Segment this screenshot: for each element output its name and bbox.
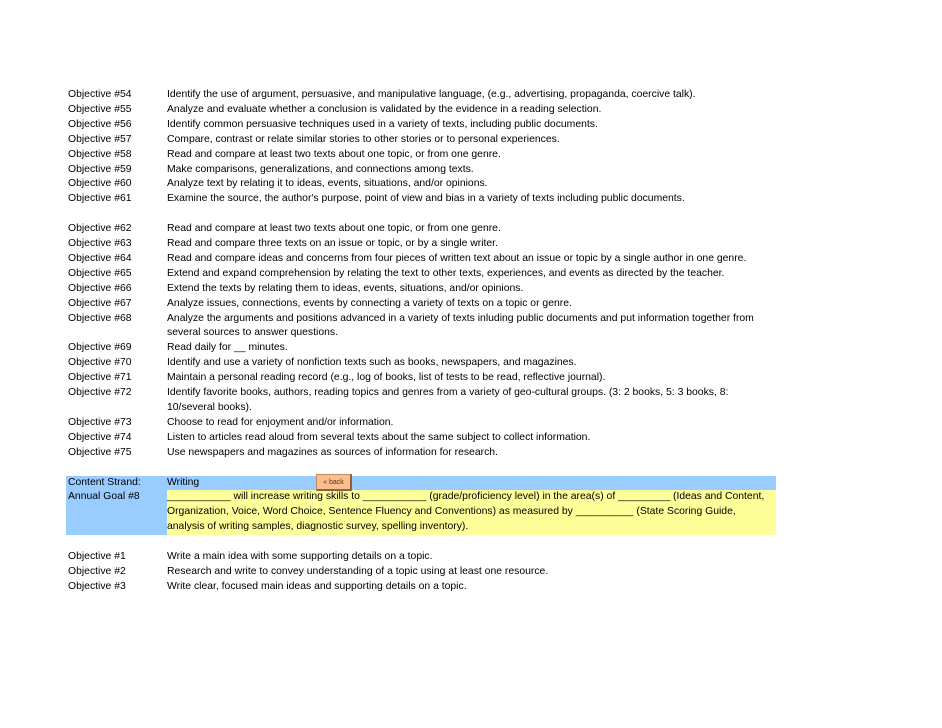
objective-text: Choose to read for enjoyment and/or information. (167, 416, 394, 428)
objective-row (66, 133, 776, 148)
objective-id: Objective #1 (68, 551, 126, 563)
objective-row (66, 386, 776, 416)
objective-row (66, 282, 776, 297)
annual-goal-text: ___________ will increase writing skills to ___________ (grade/proficiency level) in the area(s) of _________ (Ideas and Content, Organization, Voice, Word Choice, Sentence Fluency and Conventions) as measured by __________ (State Scoring Guide, analysis of writing samples, diagnostic survey, spelling inventory). (167, 491, 765, 533)
objective-row (66, 580, 776, 595)
objective-row (66, 267, 776, 282)
objective-row (66, 416, 776, 431)
objective-row (66, 148, 776, 163)
objective-id: Objective #69 (68, 342, 132, 354)
objective-text: Read and compare at least two texts about one topic, or from one genre. (167, 148, 501, 160)
objective-row (66, 192, 776, 207)
objective-id: Objective #72 (68, 387, 132, 399)
objective-text: Extend the texts by relating them to ideas, events, situations, and/or opinions. (167, 282, 524, 294)
objective-id: Objective #54 (68, 89, 132, 100)
content-strand-row (66, 476, 776, 491)
objective-row (66, 252, 776, 267)
objective-text: Identify favorite books, authors, reading topics and genres from a variety of geo-cultural groups. (3: 2 books, 5: 3 books, 8: 10/several books). (167, 387, 729, 414)
objective-id: Objective #2 (68, 565, 126, 577)
back-button[interactable]: « back (316, 474, 352, 491)
objective-id: Objective #65 (68, 267, 132, 279)
objective-id: Objective #57 (68, 133, 132, 145)
objective-text: Analyze the arguments and positions advanced in a variety of texts inluding public documents and put information together from several sources to answer questions. (167, 312, 754, 339)
objectives-group-writing (66, 550, 776, 595)
objective-row (66, 297, 776, 312)
objective-text: Read and compare three texts on an issue or topic, or by a single writer. (167, 238, 498, 250)
objective-id: Objective #74 (68, 431, 132, 443)
objective-row (66, 163, 776, 178)
objective-id: Objective #66 (68, 282, 132, 294)
objective-text: Write clear, focused main ideas and supporting details on a topic. (167, 580, 467, 592)
spreadsheet-page (66, 88, 776, 595)
objective-row (66, 103, 776, 118)
content-strand-value: Writing (167, 476, 200, 488)
objective-text: Read and compare ideas and concerns from four pieces of written text about an issue or topic by a single author in one genre. (167, 252, 747, 264)
objective-text: Extend and expand comprehension by relating the text to other texts, experiences, and events as directed by the teacher. (167, 267, 725, 279)
objective-id: Objective #70 (68, 357, 132, 369)
objective-id: Objective #59 (68, 163, 132, 175)
objective-text: Read daily for __ minutes. (167, 342, 288, 354)
objective-id: Objective #60 (68, 178, 132, 190)
objective-text: Examine the source, the author's purpose, point of view and bias in a variety of texts including public documents. (167, 193, 685, 205)
objective-row (66, 431, 776, 446)
objective-row (66, 118, 776, 133)
objective-text: Research and write to convey understanding of a topic using at least one resource. (167, 565, 549, 577)
blank-row (66, 535, 776, 550)
objective-row (66, 177, 776, 192)
objective-id: Objective #64 (68, 252, 132, 264)
objective-id: Objective #67 (68, 297, 132, 309)
objective-text: Identify and use a variety of nonfiction texts such as books, newspapers, and magazines. (167, 357, 577, 369)
content-strand-label: Content Strand: (68, 476, 141, 488)
objectives-group-reading-1 (66, 88, 776, 207)
objective-row (66, 312, 776, 342)
blank-row (66, 461, 776, 476)
objective-row (66, 446, 776, 461)
objective-text: Identify the use of argument, persuasive, and manipulative language, (e.g., advertising, propaganda, coercive talk). (167, 89, 696, 100)
objective-id: Objective #61 (68, 193, 132, 205)
objective-id: Objective #58 (68, 148, 132, 160)
objective-id: Objective #73 (68, 416, 132, 428)
objective-row (66, 356, 776, 371)
objective-id: Objective #75 (68, 446, 132, 458)
blank-row (66, 207, 776, 222)
objective-text: Read and compare at least two texts about one topic, or from one genre. (167, 223, 501, 235)
objective-id: Objective #62 (68, 223, 132, 235)
objective-id: Objective #3 (68, 580, 126, 592)
objective-id: Objective #68 (68, 312, 132, 324)
objective-row (66, 341, 776, 356)
objective-id: Objective #55 (68, 103, 132, 115)
objective-text: Make comparisons, generalizations, and connections among texts. (167, 163, 474, 175)
objective-text: Compare, contrast or relate similar stories to other stories or to personal experiences. (167, 133, 560, 145)
objective-text: Use newspapers and magazines as sources of information for research. (167, 446, 498, 458)
objective-id: Objective #63 (68, 238, 132, 250)
objective-row (66, 371, 776, 386)
objective-text: Listen to articles read aloud from several texts about the same subject to collect information. (167, 431, 591, 443)
annual-goal-label: Annual Goal #8 (66, 490, 167, 535)
content-strand-cell (167, 476, 776, 491)
objective-text: Analyze issues, connections, events by connecting a variety of texts on a topic or genre. (167, 297, 572, 309)
objective-text: Identify common persuasive techniques used in a variety of texts, including public documents. (167, 118, 598, 130)
objective-row (66, 550, 776, 565)
objective-text: Write a main idea with some supporting details on a topic. (167, 551, 433, 563)
objective-row (66, 237, 776, 252)
objective-text: Analyze and evaluate whether a conclusion is validated by the evidence in a reading selection. (167, 103, 602, 115)
objective-text: Analyze text by relating it to ideas, events, situations, and/or opinions. (167, 178, 488, 190)
objective-id: Objective #56 (68, 118, 132, 130)
objective-id: Objective #71 (68, 372, 132, 384)
objective-text: Maintain a personal reading record (e.g., log of books, list of tests to be read, reflective journal). (167, 372, 606, 384)
annual-goal-row (66, 490, 776, 535)
objective-row (66, 222, 776, 237)
objective-row (66, 565, 776, 580)
objectives-group-reading-2 (66, 222, 776, 461)
objective-row (66, 88, 776, 103)
